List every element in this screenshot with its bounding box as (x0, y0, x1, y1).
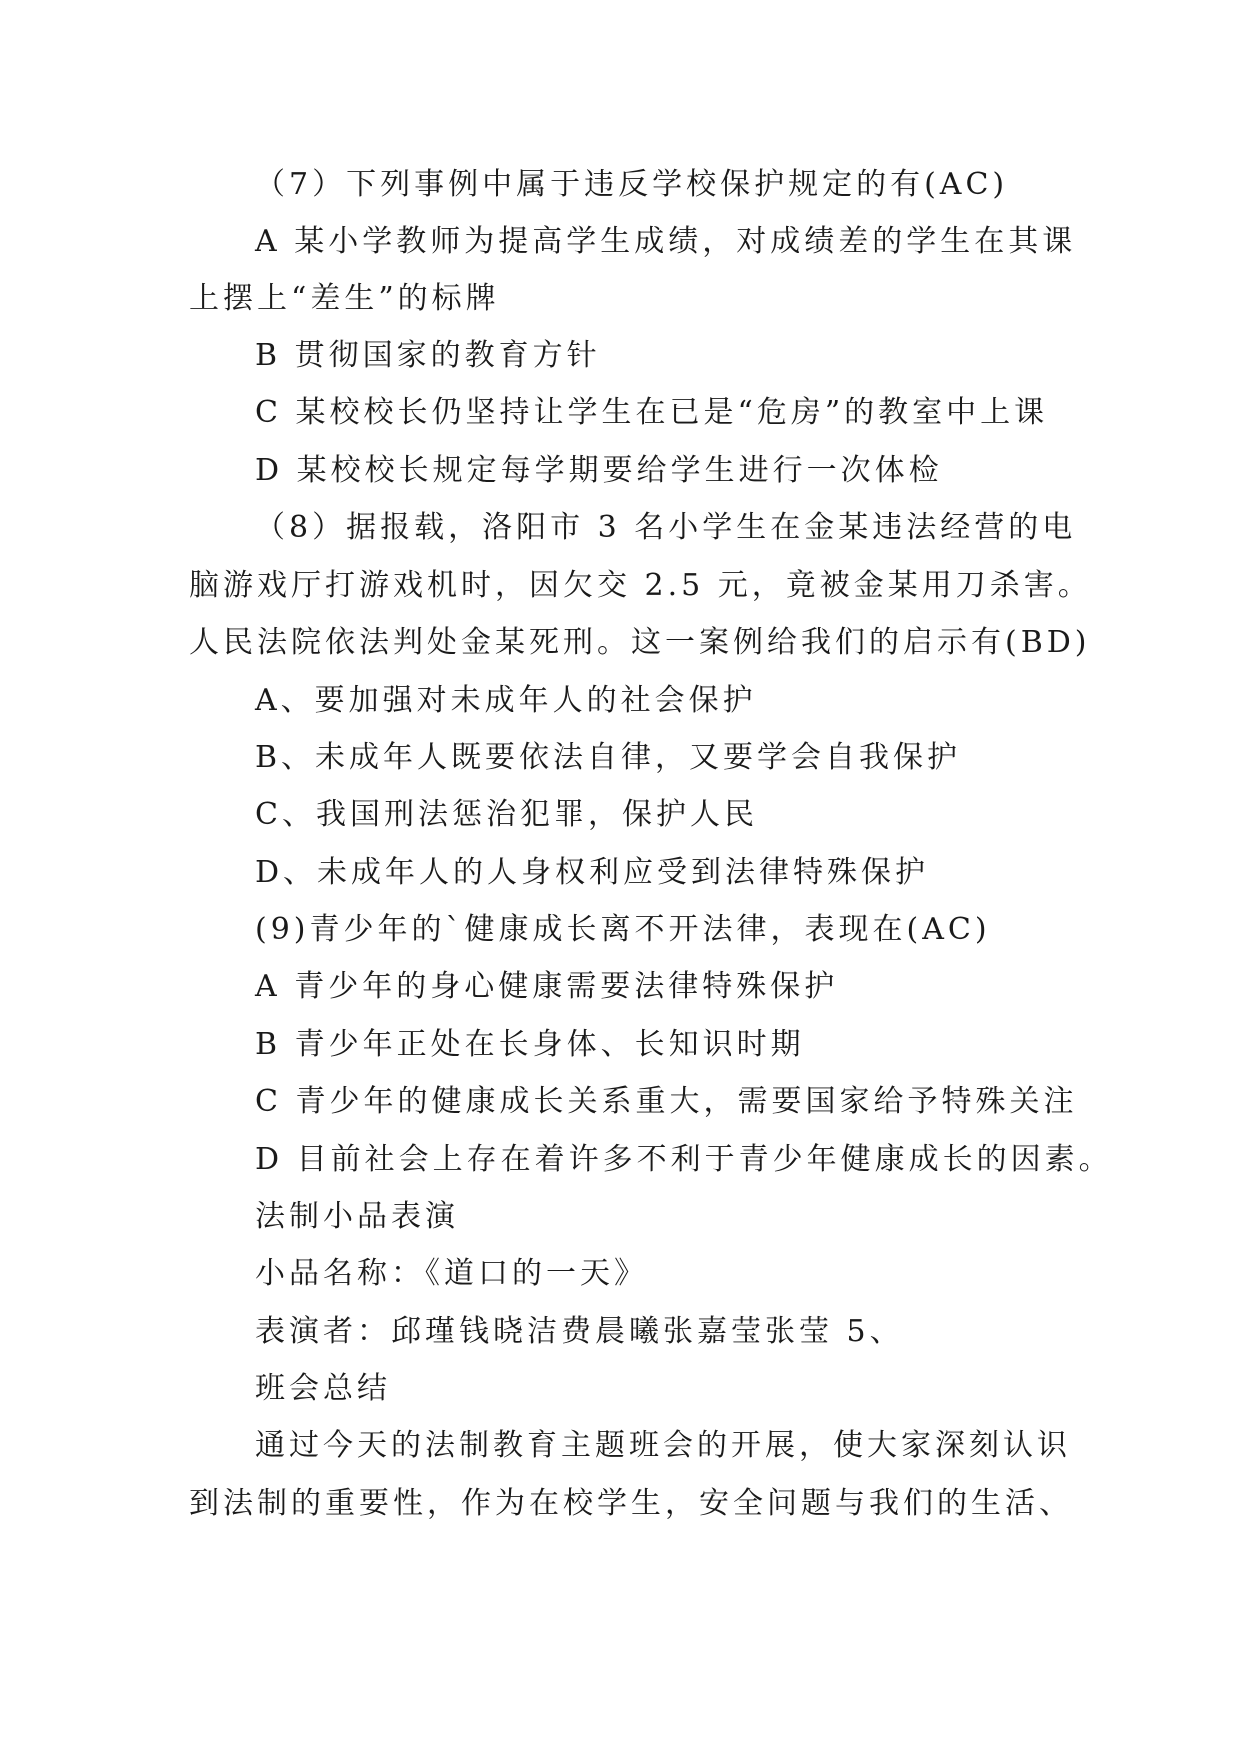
question-7-stem: （7）下列事例中属于违反学校保护规定的有(AC) (255, 167, 1009, 202)
question-9-option-d: D 目前社会上存在着许多不利于青少年健康成长的因素。 (255, 1142, 1113, 1177)
question-7-option-a-continued: 上摆上“差生”的标牌 (189, 281, 500, 316)
section-heading-summary: 班会总结 (255, 1371, 391, 1406)
skit-title: 小品名称：《道口的一天》 (255, 1256, 648, 1291)
question-9-option-b: B 青少年正处在长身体、长知识时期 (255, 1027, 805, 1062)
question-9-option-c: C 青少年的健康成长关系重大，需要国家给予特殊关注 (255, 1084, 1078, 1119)
summary-paragraph-continued: 到法制的重要性，作为在校学生，安全问题与我们的生活、 (189, 1486, 1073, 1521)
question-8-stem-continued: 脑游戏厅打游戏机时，因欠交 2.5 元，竟被金某用刀杀害。 (189, 568, 1092, 603)
summary-paragraph: 通过今天的法制教育主题班会的开展，使大家深刻认识 (255, 1428, 1071, 1463)
question-7-option-c: C 某校校长仍坚持让学生在已是“危房”的教室中上课 (255, 395, 1049, 430)
question-8-option-a: A、要加强对未成年人的社会保护 (255, 683, 757, 718)
question-8-option-c: C、我国刑法惩治犯罪，保护人民 (255, 797, 758, 832)
question-9-stem: (9)青少年的`健康成长离不开法律，表现在(AC) (255, 912, 991, 947)
question-8-option-b: B、未成年人既要依法自律，又要学会自我保护 (255, 740, 962, 775)
question-9-option-a: A 青少年的身心健康需要法律特殊保护 (255, 969, 839, 1004)
skit-performers: 表演者：邱瑾钱晓洁费晨曦张嘉莹张莹 5、 (255, 1314, 904, 1349)
question-7-option-b: B 贯彻国家的教育方针 (255, 338, 601, 373)
question-7-option-d: D 某校校长规定每学期要给学生进行一次体检 (255, 453, 943, 488)
question-8-stem-continued: 人民法院依法判处金某死刑。这一案例给我们的启示有(BD) (189, 625, 1091, 660)
section-heading-skit: 法制小品表演 (255, 1199, 459, 1234)
question-7-option-a: A 某小学教师为提高学生成绩，对成绩差的学生在其课 (255, 224, 1077, 259)
question-8-stem: （8）据报载，洛阳市 3 名小学生在金某违法经营的电 (255, 510, 1077, 545)
question-8-option-d: D、未成年人的人身权利应受到法律特殊保护 (255, 855, 930, 890)
